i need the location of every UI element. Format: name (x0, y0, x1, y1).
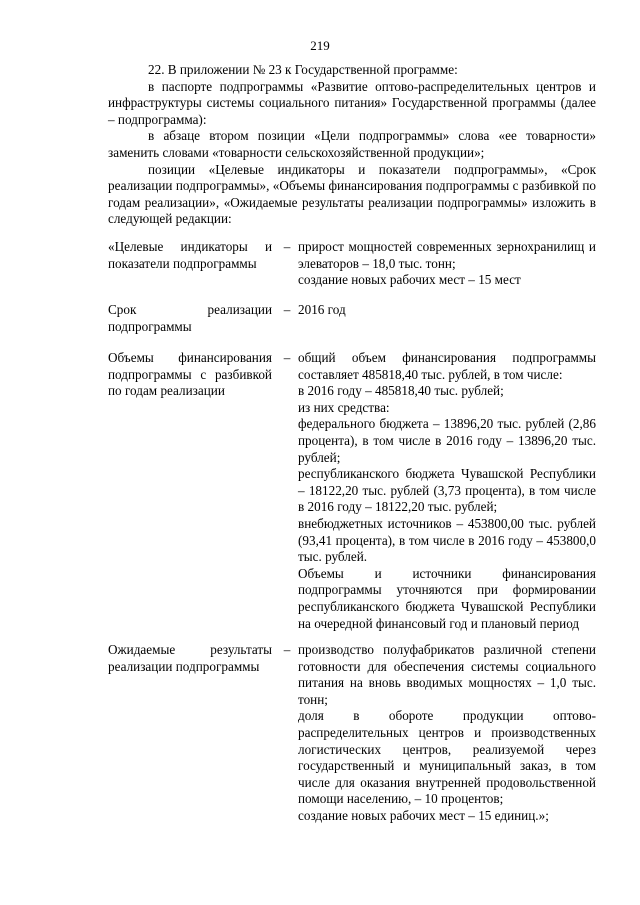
value-line: прирост мощностей современных зернохранилищ и элеваторов – 18,0 тыс. тонн; (298, 239, 596, 271)
value-line: 2016 год (298, 302, 346, 317)
value-line: внебюджетных источников – 453800,00 тыс. рублей (93,41 процента), в том числе в 2016 году – 453800,0 тыс. рублей. (298, 515, 596, 565)
intro-paragraph: 22. В приложении № 23 к Государственной программе: (148, 62, 458, 77)
value-line: в 2016 году – 485818,40 тыс. рублей; (298, 383, 504, 399)
row-value (298, 302, 596, 319)
dash: – (283, 350, 291, 365)
value-line: создание новых рабочих мест – 15 единиц.»; (298, 807, 549, 823)
row-label: Ожидаемые результаты реализации подпрограммы (108, 642, 272, 674)
intro-paragraph: в абзаце втором позиции «Цели подпрограммы» слова «ее товарности» заменить словами «товарности сельскохозяйственной продукции»; (108, 128, 596, 160)
page-number: 219 (310, 38, 330, 53)
dash: – (283, 642, 291, 657)
value-line: производство полуфабрикатов различной степени готовности для обеспечения системы социального питания на вновь вводимых мощностях – 1,0 тыс. тонн; (298, 642, 596, 707)
row-label: Объемы финансирования подпрограммы с разбивкой по годам реализации (108, 350, 272, 399)
row-value (298, 239, 596, 289)
row-label: «Целевые индикаторы и показатели подпрограммы (108, 239, 272, 271)
dash: – (283, 302, 291, 317)
intro-paragraph: позиции «Целевые индикаторы и показатели подпрограммы», «Срок реализации подпрограммы», «Объемы финансирования подпрограммы с разбивкой по годам реализации», «Ожидаемые результаты реализации подпрограммы» изложить в следующей редакции: (108, 161, 596, 227)
dash: – (283, 239, 291, 254)
value-line: республиканского бюджета Чувашской Республики – 18122,20 тыс. рублей (3,73 процента), в том числе в 2016 году – 18122,20 тыс. рублей; (298, 466, 596, 515)
intro-paragraph: в паспорте подпрограммы «Развитие оптово-распределительных центров и инфраструктуры системы социального питания» Государственной программы (далее – подпрограмма): (108, 78, 596, 127)
value-line: Объемы и источники финансирования подпрограммы уточняются при формировании республиканского бюджета Чувашской Республики на очередной финансовый год и плановый период (298, 565, 596, 631)
intro-text (108, 62, 596, 228)
row-value (298, 642, 596, 825)
row-value (298, 350, 596, 632)
value-line: федерального бюджета – 13896,20 тыс. рублей (2,86 процента), в том числе в 2016 году – 13896,20 тыс. рублей; (298, 416, 596, 465)
value-line: доля в обороте продукции оптово-распределительных центров и производственных логистических центров, реализуемой через государственный и муниципальный заказ, в том числе для оказания внутренней продовольственной помощи населению, – 10 процентов; (298, 708, 596, 807)
value-line: создание новых рабочих мест – 15 мест (298, 272, 521, 288)
value-line: общий объем финансирования подпрограммы составляет 485818,40 тыс. рублей, в том числе: (298, 350, 596, 382)
row-label: Срок реализации подпрограммы (108, 302, 272, 334)
value-line: из них средства: (298, 399, 390, 415)
